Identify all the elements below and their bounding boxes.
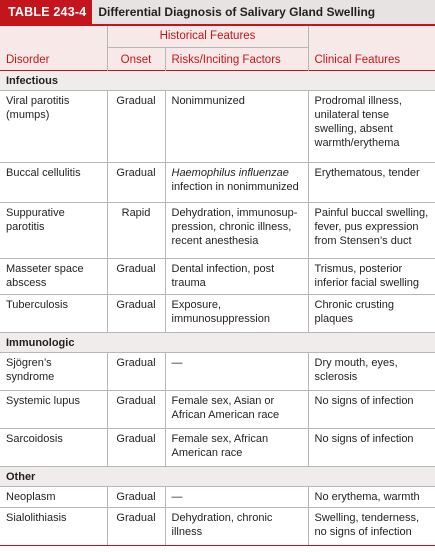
section-label: Infectious [0, 71, 435, 91]
onset-cell: Gradual [107, 391, 165, 429]
section-row-other [0, 467, 435, 487]
onset-cell: Gradual [107, 91, 165, 163]
risks-text: infection in nonimmunized [171, 181, 299, 193]
section-row-immunologic [0, 333, 435, 353]
onset-cell: Gradual [107, 429, 165, 467]
disorder-cell: Sjögren’s syndrome [0, 353, 107, 391]
header-row-columns [0, 48, 435, 71]
section-label: Other [0, 467, 435, 487]
onset-cell: Gradual [107, 508, 165, 546]
risks-cell: — [165, 487, 308, 508]
table-tag: TABLE 243-4 [0, 0, 92, 24]
disorder-cell: Tuberculosis [0, 295, 107, 333]
header-onset: Onset [107, 48, 165, 71]
header-historical-features: Historical Features [107, 26, 308, 48]
section-label: Immunologic [0, 333, 435, 353]
risks-italic-text: Haemophilus influenzae [171, 167, 289, 179]
header-clinical: Clinical Features [308, 48, 435, 71]
risks-cell: Dental infection, post trauma [165, 259, 308, 295]
table-row [0, 391, 435, 429]
section-row-infectious [0, 71, 435, 91]
clinical-cell: No signs of infection [308, 391, 435, 429]
clinical-cell: Erythematous, tender [308, 163, 435, 203]
table-row [0, 487, 435, 508]
onset-cell: Gradual [107, 295, 165, 333]
table-row [0, 203, 435, 259]
risks-cell: Nonimmunized [165, 91, 308, 163]
disorder-cell: Sialolithiasis [0, 508, 107, 546]
table-row [0, 508, 435, 546]
onset-cell: Gradual [107, 259, 165, 295]
onset-cell: Gradual [107, 353, 165, 391]
onset-cell: Rapid [107, 203, 165, 259]
onset-cell: Gradual [107, 163, 165, 203]
risks-cell: Female sex, Asian or African American race [165, 391, 308, 429]
risks-cell [165, 163, 308, 203]
risks-cell: Dehydration, chronic illness [165, 508, 308, 546]
clinical-cell: Prodromal illness, unilateral tense swelling, absent warmth/erythema [308, 91, 435, 163]
header-blank-left [0, 26, 107, 48]
table-title-bar [0, 0, 435, 26]
table-row [0, 259, 435, 295]
onset-cell: Gradual [107, 487, 165, 508]
clinical-cell: Trismus, posterior inferior facial swelling [308, 259, 435, 295]
disorder-cell: Masseter space abscess [0, 259, 107, 295]
clinical-cell: Swelling, tenderness, no signs of infection [308, 508, 435, 546]
disorder-cell: Sarcoidosis [0, 429, 107, 467]
table-title: Differential Diagnosis of Salivary Gland Swelling [92, 0, 435, 24]
risks-cell: — [165, 353, 308, 391]
table-row [0, 295, 435, 333]
header-disorder: Disorder [0, 48, 107, 71]
header-row-group [0, 26, 435, 48]
clinical-cell: Dry mouth, eyes, sclerosis [308, 353, 435, 391]
clinical-cell: No signs of infection [308, 429, 435, 467]
clinical-cell: No erythema, warmth [308, 487, 435, 508]
clinical-cell: Chronic crusting plaques [308, 295, 435, 333]
disorder-cell: Suppurative parotitis [0, 203, 107, 259]
risks-cell: Dehydration, immunosup-pression, chronic illness, recent anesthesia [165, 203, 308, 259]
clinical-cell: Painful buccal swelling, fever, pus expression from Stensen’s duct [308, 203, 435, 259]
risks-cell: Female sex, African American race [165, 429, 308, 467]
disorder-cell: Neoplasm [0, 487, 107, 508]
disorder-cell: Systemic lupus [0, 391, 107, 429]
risks-cell: Exposure, immunosuppression [165, 295, 308, 333]
table-row [0, 91, 435, 163]
header-risks: Risks/Inciting Factors [165, 48, 308, 71]
table-row [0, 429, 435, 467]
differential-diagnosis-table [0, 26, 435, 546]
table-row [0, 353, 435, 391]
header-blank-right [308, 26, 435, 48]
disorder-cell: Buccal cellulitis [0, 163, 107, 203]
disorder-cell: Viral parotitis (mumps) [0, 91, 107, 163]
table-row [0, 163, 435, 203]
